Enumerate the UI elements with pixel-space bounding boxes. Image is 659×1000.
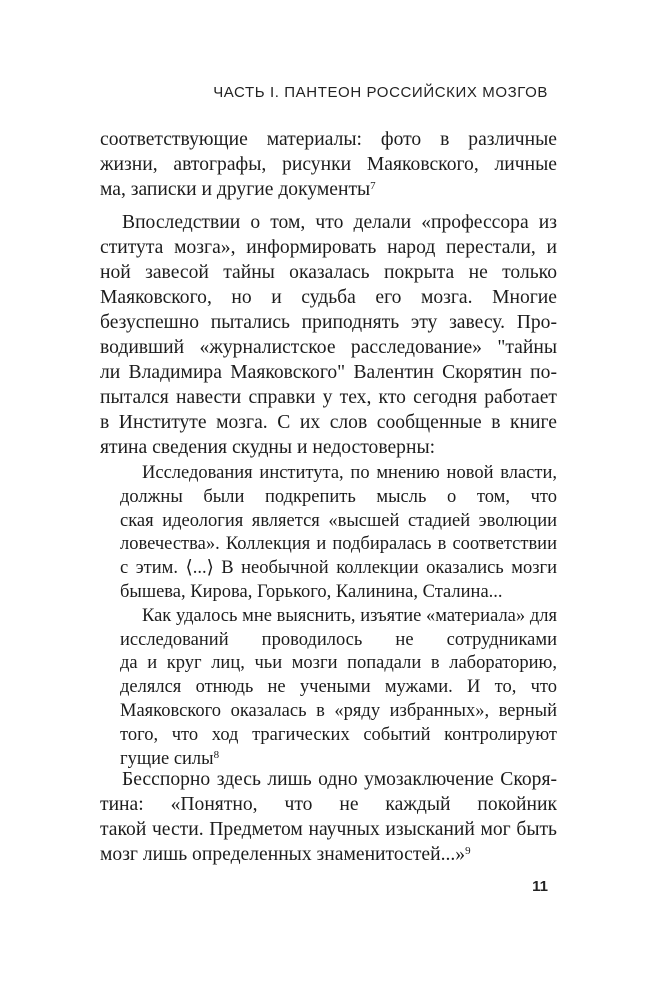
text-line: ская идеология является «высшей стадией эволюции bbox=[120, 510, 557, 531]
text-line: ловечества». Коллекция и подбиралась в соответствии bbox=[120, 534, 557, 555]
paragraph bbox=[100, 767, 557, 867]
text-line: в Институте мозга. С их слов сообщенные в книге bbox=[100, 412, 557, 433]
text-line: пытался навести справки у тех, кто сегодня работает bbox=[100, 387, 557, 408]
text-line: Как удалось мне выяснить, изъятие «материала» для bbox=[142, 605, 557, 626]
text-line: безуспешно пытались приподнять эту завесу. Про- bbox=[100, 312, 557, 333]
text-line: того, что ход трагических событий контролируют bbox=[120, 724, 557, 745]
text-line: с этим. ⟨...⟩ В необычной коллекции оказались мозги bbox=[120, 558, 557, 579]
footnote-ref: 9 bbox=[465, 845, 471, 857]
text-line: исследований проводилось не сотрудниками bbox=[120, 629, 557, 650]
text-line: бышева, Кирова, Горького, Калинина, Сталина... bbox=[120, 581, 503, 602]
footnote-ref: 7 bbox=[370, 180, 376, 192]
paragraph bbox=[100, 210, 557, 460]
text-line: Исследования института, по мнению новой власти, bbox=[142, 463, 557, 483]
block-quote bbox=[120, 462, 557, 771]
text-line: соответствующие материалы: фото в различные bbox=[100, 129, 557, 150]
text-line: Маяковского, но и судьба его мозга. Многие bbox=[100, 287, 557, 308]
text-line: ма, записки и другие документы$^7$ bbox=[100, 179, 376, 200]
text-line: такой чести. Предметом научных изысканий мог быть bbox=[100, 819, 557, 840]
page-number: 11 bbox=[532, 878, 548, 895]
paragraph-continued bbox=[100, 127, 557, 202]
text-line: тина: «Понятно, что не каждый покойник bbox=[100, 794, 557, 815]
text-line: мозг лишь определенных знаменитостей...»$^9$ bbox=[100, 844, 471, 865]
text-line: ститута мозга», информировать народ перестали, и bbox=[100, 237, 557, 258]
text-line: Бесспорно здесь лишь одно умозаключение Скоря- bbox=[122, 769, 557, 790]
text-line: Маяковского оказалась в «ряду избранных», верный bbox=[120, 700, 557, 721]
text-line: гущие силы$^8$ bbox=[120, 748, 220, 769]
text-line: ной завесой тайны оказалась покрыта не только bbox=[100, 262, 557, 283]
footnote-ref: 8 bbox=[213, 748, 220, 761]
text-line: делялся отнюдь не учеными мужами. И то, что bbox=[120, 677, 557, 698]
text-line: ли Владимира Маяковского" Валентин Скорятин по- bbox=[100, 362, 557, 383]
text-line: жизни, автографы, рисунки Маяковского, личные bbox=[100, 154, 557, 175]
text-line: Впоследствии о том, что делали «профессора из bbox=[122, 212, 557, 233]
text-line: водивший «журналистское расследование» "тайны bbox=[100, 337, 557, 358]
text-line: да и круг лиц, чьи мозги попадали в лабораторию, bbox=[120, 653, 557, 674]
text-line: должны были подкрепить мысль о том, что bbox=[120, 486, 557, 507]
text-line: ятина сведения скудны и недостоверны: bbox=[100, 437, 436, 458]
running-header: ЧАСТЬ I. ПАНТЕОН РОССИЙСКИХ МОЗГОВ bbox=[213, 84, 548, 101]
